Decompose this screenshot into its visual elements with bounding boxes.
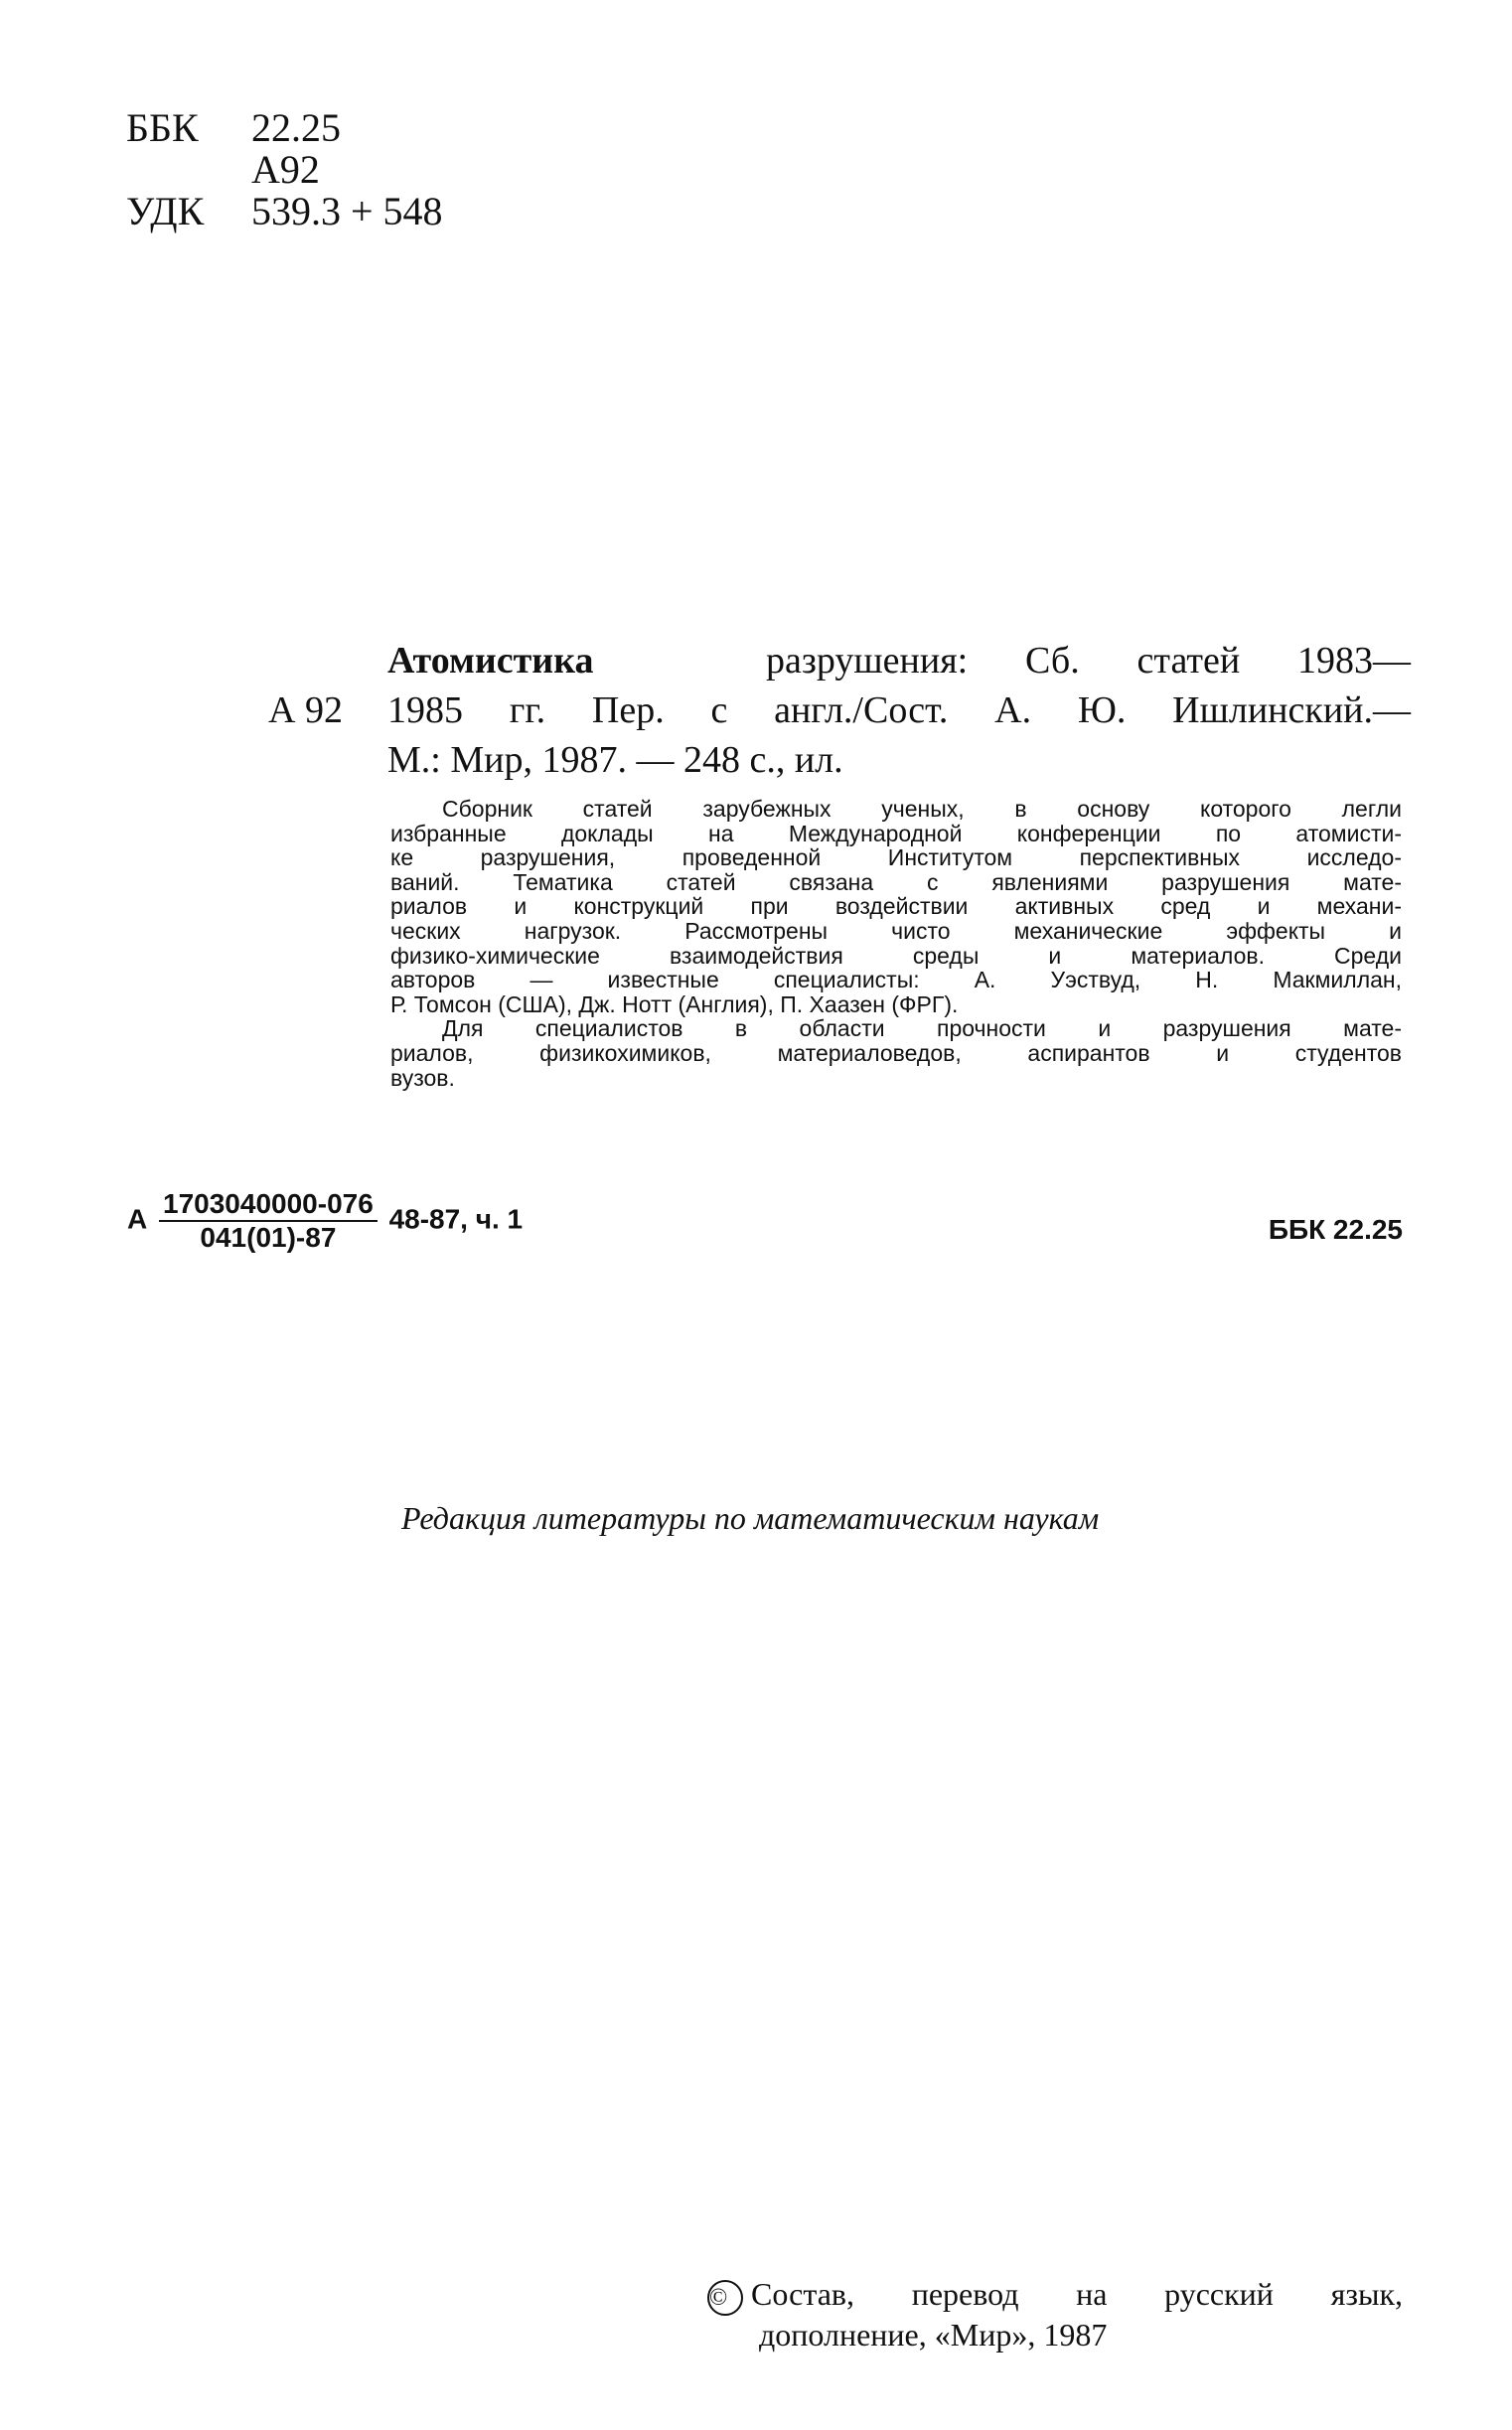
copyright-icon: © <box>707 2280 743 2316</box>
author-sign: А92 <box>251 147 320 192</box>
bbk-footer: ББК 22.25 <box>1268 1214 1403 1245</box>
udk-label: УДК <box>126 189 205 233</box>
abstract-line: Для специалистов в области прочности и разрушения мате- <box>442 1015 1402 1042</box>
index-suffix: 48-87, ч. 1 <box>388 1203 524 1235</box>
classification-codes <box>126 107 443 232</box>
bibliographic-entry <box>268 636 1411 785</box>
index-fraction <box>159 1188 378 1254</box>
abstract-line: авторов — известные специалисты: А. Уэствуд, Н. Макмиллан, <box>390 967 1402 993</box>
udk-value: 539.3 + 548 <box>251 189 443 233</box>
abstract-line: риалов, физикохимиков, материаловедов, аспирантов и студентов <box>390 1039 1402 1066</box>
abstract-line: ваний. Тематика статей связана с явлениями разрушения мате- <box>390 868 1402 895</box>
copyright <box>707 2275 1403 2354</box>
index-denominator: 041(01)-87 <box>200 1222 337 1253</box>
copyright-line: дополнение, «Мир», 1987 <box>759 2317 1108 2353</box>
abstract-line: Р. Томсон (США), Дж. Нотт (Англия), П. Хаазен (ФРГ). <box>390 990 959 1017</box>
catalog-code: А 92 <box>268 689 343 731</box>
abstract-line: вузов. <box>390 1064 455 1091</box>
bib-line: разрушения: Сб. статей 1983— <box>766 640 1411 682</box>
bib-line: 1985 гг. Пер. с англ./Сост. А. Ю. Ишлинский.— <box>387 689 1411 731</box>
editorial-note: Редакция литературы по математическим наукам <box>401 1500 1100 1536</box>
abstract-line: Сборник статей зарубежных ученых, в основу которого легли <box>442 796 1402 822</box>
bib-line: М.: Мир, 1987. — 248 с., ил. <box>387 739 843 781</box>
index-code <box>127 1188 523 1254</box>
abstract-line: риалов и конструкций при воздействии активных сред и механи- <box>390 893 1402 920</box>
abstract-line: ческих нагрузок. Рассмотрены чисто механические эффекты и <box>390 917 1402 944</box>
index-prefix: А <box>127 1203 148 1235</box>
index-numerator: 1703040000-076 <box>159 1188 378 1222</box>
abstract-line: избранные доклады на Международной конференции по атомисти- <box>390 820 1402 846</box>
bbk-value: 22.25 <box>251 105 341 150</box>
book-title: Атомистика <box>387 640 594 682</box>
abstract <box>390 797 1402 1090</box>
bbk-label: ББК <box>126 105 199 150</box>
copyright-line: Состав, перевод на русский язык, <box>751 2276 1403 2312</box>
abstract-line: ке разрушения, проведенной Институтом перспективных исследо- <box>390 844 1402 871</box>
abstract-line: физико-химические взаимодействия среды и материалов. Среди <box>390 942 1402 969</box>
